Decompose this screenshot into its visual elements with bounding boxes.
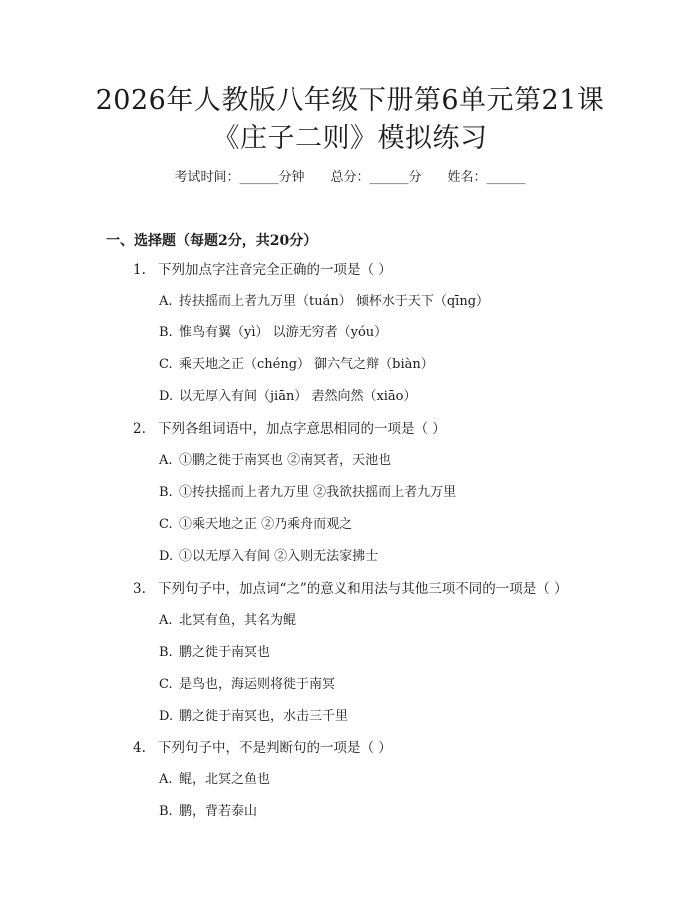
question-2-option-d <box>159 546 378 568</box>
option-text: ①鹏之徙于南冥也 ②南冥者，天池也 <box>179 453 392 468</box>
question-number: 2. <box>133 421 146 437</box>
student-name-field: 姓名：______ <box>447 170 526 185</box>
question-4-option-b <box>159 801 257 823</box>
question-1-option-c <box>159 354 434 376</box>
option-letter: B. <box>159 645 173 660</box>
option-text: 以无厚入有间（jiān） 砉然向然（xiāo） <box>179 389 417 404</box>
option-letter: B. <box>159 804 173 819</box>
exam-time-field: 考试时间：______分钟 <box>174 170 305 185</box>
option-text: 鹏之徙于南冥也 <box>179 645 271 660</box>
question-text: 下列各组词语中，加点字意思相同的一项是（ ） <box>158 421 446 437</box>
option-text: 鹏之徙于南冥也，水击三千里 <box>179 709 349 724</box>
option-letter: A. <box>159 294 173 309</box>
option-letter: D. <box>159 389 174 404</box>
question-4 <box>133 737 392 759</box>
option-text: 惟鸟有翼（yì） 以游无穷者（yóu） <box>179 325 388 340</box>
question-3-option-d <box>159 706 348 728</box>
question-2-option-c <box>159 514 352 536</box>
option-text: 鹏，背若泰山 <box>179 804 258 819</box>
question-1-option-d <box>159 386 417 408</box>
question-text: 下列句子中，加点词“之”的意义和用法与其他三项不同的一项是（ ） <box>158 581 568 597</box>
question-2 <box>133 418 446 440</box>
question-4-option-a <box>159 769 270 791</box>
option-letter: B. <box>159 325 173 340</box>
option-letter: B. <box>159 485 173 500</box>
option-letter: D. <box>159 709 174 724</box>
section-heading: 一、选择题（每题2分，共20分） <box>106 233 318 249</box>
question-1 <box>133 259 392 281</box>
option-letter: C. <box>159 357 173 372</box>
option-text: 是鸟也，海运则将徙于南冥 <box>179 677 336 692</box>
question-3-option-a <box>159 610 296 632</box>
option-text: ①抟扶摇而上者九万里 ②我欲扶摇而上者九万里 <box>179 485 457 500</box>
question-3-option-c <box>159 674 335 696</box>
total-score-field: 总分：______分 <box>330 170 422 185</box>
option-letter: A. <box>159 613 173 628</box>
option-text: 北冥有鱼，其名为鲲 <box>179 613 297 628</box>
option-letter: C. <box>159 677 173 692</box>
option-text: 抟扶摇而上者九万里（tuán） 倾杯水于天下（qīng） <box>179 294 490 309</box>
question-number: 1. <box>133 262 146 278</box>
question-2-option-b <box>159 482 456 504</box>
doc-title-line2: 《庄子二则》模拟练习 <box>212 123 488 154</box>
question-number: 4. <box>133 740 146 756</box>
question-1-option-b <box>159 322 387 344</box>
doc-title-line1: 2026年人教版八年级下册第6单元第21课 <box>95 85 605 116</box>
option-text: 乘天地之正（chéng） 御六气之辩（biàn） <box>179 357 434 372</box>
option-text: ①乘天地之正 ②乃乘舟而观之 <box>179 517 353 532</box>
option-text: 鲲，北冥之鱼也 <box>179 772 271 787</box>
option-letter: D. <box>159 549 174 564</box>
option-letter: C. <box>159 517 173 532</box>
question-3-option-b <box>159 642 270 664</box>
question-number: 3. <box>133 581 146 597</box>
question-1-option-a <box>159 291 489 313</box>
question-text: 下列句子中，不是判断句的一项是（ ） <box>158 740 392 756</box>
option-letter: A. <box>159 453 173 468</box>
question-text: 下列加点字注音完全正确的一项是（ ） <box>158 262 392 278</box>
exam-meta-line <box>0 168 700 188</box>
option-text: ①以无厚入有间 ②入则无法家拂士 <box>179 549 379 564</box>
question-2-option-a <box>159 450 391 472</box>
question-3 <box>133 578 568 600</box>
option-letter: A. <box>159 772 173 787</box>
